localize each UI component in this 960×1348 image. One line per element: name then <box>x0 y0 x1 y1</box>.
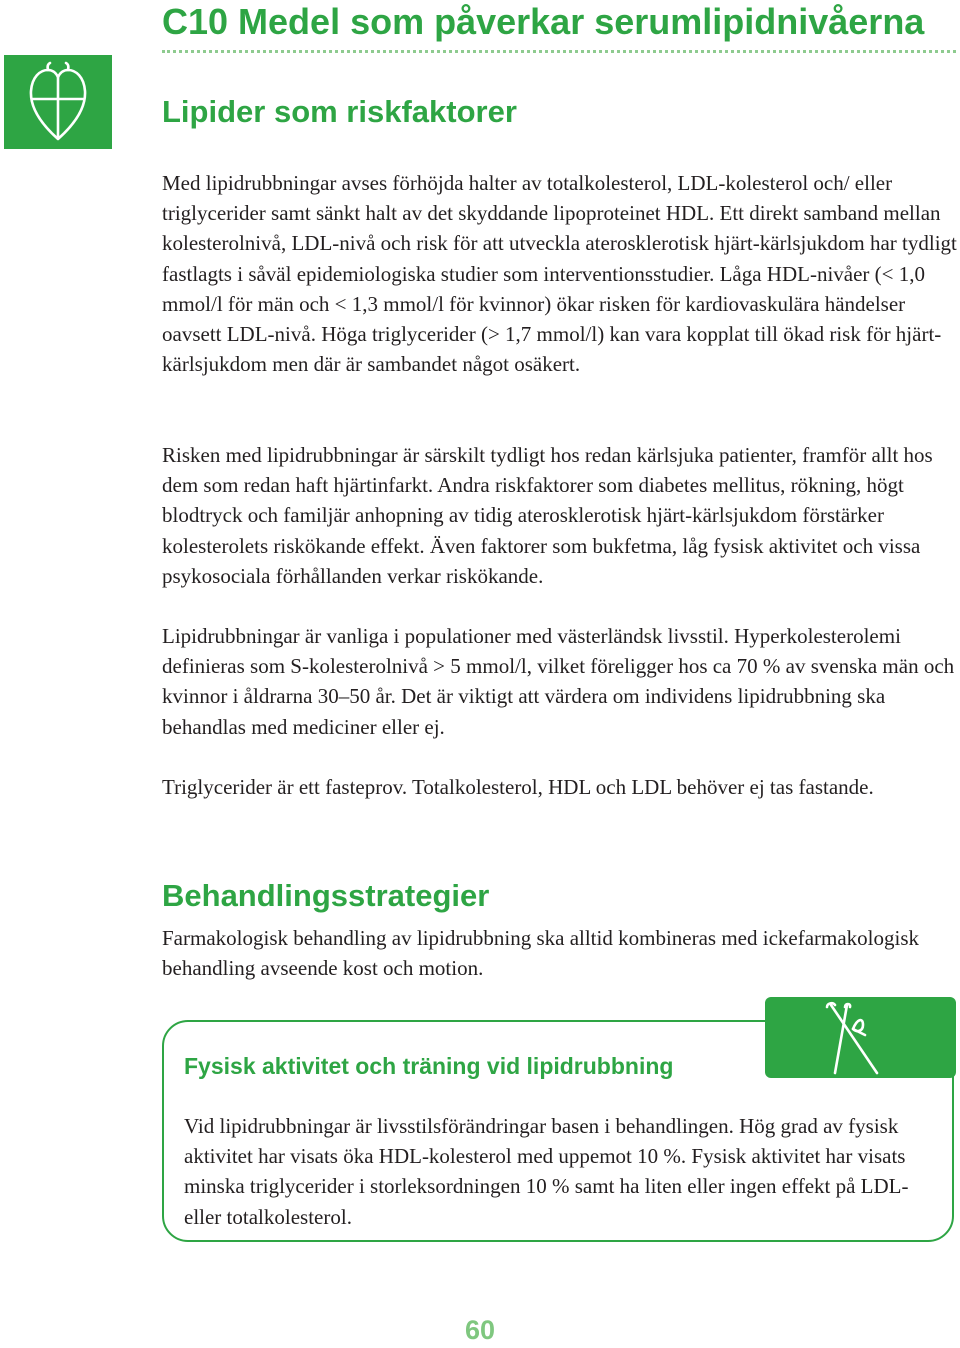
section-heading-riskfactors: Lipider som riskfaktorer <box>162 94 517 129</box>
heart-icon <box>26 61 90 143</box>
info-box-badge <box>765 997 956 1078</box>
paragraph: Farmakologisk behandling av lipidrubbning ska alltid kombineras med ickefarmakologisk behandling avseende kost och motion. <box>162 926 920 981</box>
section-heading-treatment: Behandlingsstrategier <box>162 878 490 913</box>
chapter-title: C10 Medel som påverkar serumlipidnivåerna <box>162 1 925 42</box>
paragraph: Lipidrubbningar är vanliga i populationer med västerländsk livsstil. Hyperkolesterolemi definieras som S-kolesterolnivå > 5 mmol/l, vilket föreligger hos ca 70 % av svenska män och kvinnor i åldrarna 30–50 år. Det är viktigt att värdera om individens lipidrubbning ska behandlas med mediciner eller ej. <box>162 624 955 739</box>
paragraph: Triglycerider är ett fasteprov. Totalkolesterol, HDL och LDL behöver ej tas fastande. <box>162 775 874 799</box>
cross-country-skis-icon <box>813 999 909 1077</box>
paragraph: Med lipidrubbningar avses förhöjda halter av totalkolesterol, LDL-kolesterol och/ eller triglycerider samt sänkt halt av det skyddande lipoproteinet HDL. Ett direkt samband mellan kolesterolnivå, LDL-nivå och risk för att utveckla aterosklerotisk hjärt-kärlsjukdom har tydligt fastlagts i såväl epidemiologiska studier som interventionsstudier. Låga HDL-nivåer (< 1,0 mmol/l för män och < 1,3 mmol/l för kvinnor) ökar risken för kardiovaskulära händelser oavsett LDL-nivå. Höga triglycerider (> 1,7 mmol/l) kan vara kopplat till ökad risk för hjärt-kärlsjukdom men där är sambandet något osäkert. <box>162 171 957 377</box>
paragraph: Risken med lipidrubbningar är särskilt tydligt hos redan kärlsjuka patienter, framför allt hos dem som redan haft hjärtinfarkt. Andra riskfaktorer som diabetes mellitus, rökning, högt blodtryck och familjär anhopning av tidig aterosklerotisk hjärt-kärlsjukdom förstärker kolesterolets riskökande effekt. Även faktorer som bukfetma, låg fysisk aktivitet och vissa psykosociala förhållanden verkar riskökande. <box>162 443 933 588</box>
page-number: 60 <box>464 1315 496 1345</box>
info-box-title: Fysisk aktivitet och träning vid lipidrubbning <box>184 1053 674 1079</box>
chapter-badge <box>4 55 112 149</box>
info-box-text: Vid lipidrubbningar är livsstilsförändringar basen i behandlingen. Hög grad av fysisk aktivitet har visats öka HDL-kolesterol med uppemot 10 %. Fysisk aktivitet har visats minska triglycerider i storleksordningen 10 % samt ha liten eller ingen effekt på LDL- eller totalkolesterol. <box>184 1114 909 1229</box>
title-divider <box>162 50 956 53</box>
